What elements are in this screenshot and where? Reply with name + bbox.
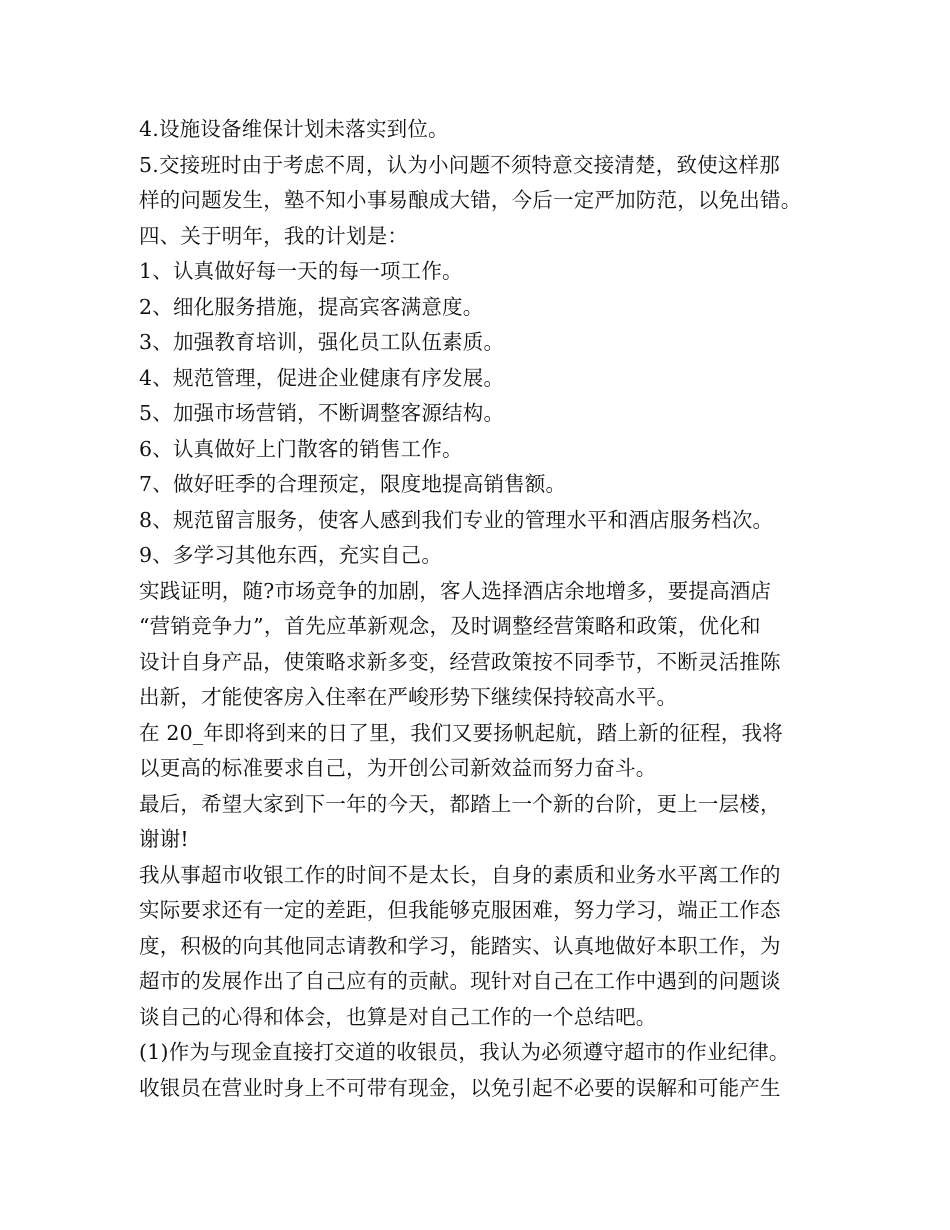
text-line: 设计自身产品，使策略求新多变，经营政策按不同季节，不断灵活推陈 [139,649,781,674]
text-line: 以更高的标准要求自己，为开创公司新效益而努力奋斗。 [139,756,657,780]
list-item: 8、规范留言服务，使客人感到我们专业的管理水平和酒店服务档次。 [139,507,774,532]
text-line: 在 20_年即将到来的日了里，我们又要扬帆起航，踏上新的征程，我将 [139,720,783,745]
list-item: 2、细化服务措施，提高宾客满意度。 [139,294,484,319]
text-line: 超市的发展作出了自己应有的贡献。现针对自己在工作中遇到的问题谈 [139,969,781,993]
list-item: 1、认真做好每一天的每一项工作。 [139,259,463,283]
list-item: 9、多学习其他东西，充实自己。 [139,543,443,567]
text-line: 出新，才能使客房入住率在严峻形势下继续保持较高水平。 [139,685,678,709]
text-line: 谈自己的心得和体会，也算是对自己工作的一个总结吧。 [139,1004,657,1029]
document-body [139,112,839,1106]
list-item: 7、做好旺季的合理预定，限度地提高销售额。 [139,472,567,496]
text-line: 样的问题发生，塾不知小事易酿成大错，今后一定严加防范，以免出错。 [139,188,802,212]
text-line: 4.设施设备维保计划未落实到位。 [139,117,449,141]
list-item: 5、加强市场营销，不断调整客源结构。 [139,401,505,425]
list-item: 4、规范管理，促进企业健康有序发展。 [139,365,505,390]
text-line: 收银员在营业时身上不可带有现金，以免引起不必要的误解和可能产生 [139,1075,781,1100]
text-line: 我从事超市收银工作的时间不是太长，自身的素质和业务水平离工作的 [139,862,781,887]
text-line: 度，积极的向其他同志请教和学习，能踏实、认真地做好本职工作，为 [139,933,781,958]
section-heading: 四、关于明年，我的计划是： [139,223,409,248]
text-line: 谢谢! [139,827,189,851]
text-line: 5.交接班时由于考虑不周，认为小问题不须特意交接清楚，致使这样那 [139,152,780,177]
text-line: (1)作为与现金直接打交道的收银员，我认为必须遵守超市的作业纪律。 [139,1040,790,1064]
text-line: 实践证明，随?市场竞争的加剧，客人选择酒店余地增多，要提高酒店 [139,578,772,603]
text-line: 实际要求还有一定的差距，但我能够克服困难，努力学习，端正工作态 [139,898,781,922]
list-item: 3、加强教育培训，强化员工队伍素质。 [139,330,505,354]
list-item: 6、认真做好上门散客的销售工作。 [139,436,463,461]
text-line: “营销竞争力”，首先应革新观念，及时调整经营策略和政策，优化和 [139,614,761,638]
text-line: 最后，希望大家到下一年的今天，都踏上一个新的台阶，更上一层楼， [139,791,781,816]
